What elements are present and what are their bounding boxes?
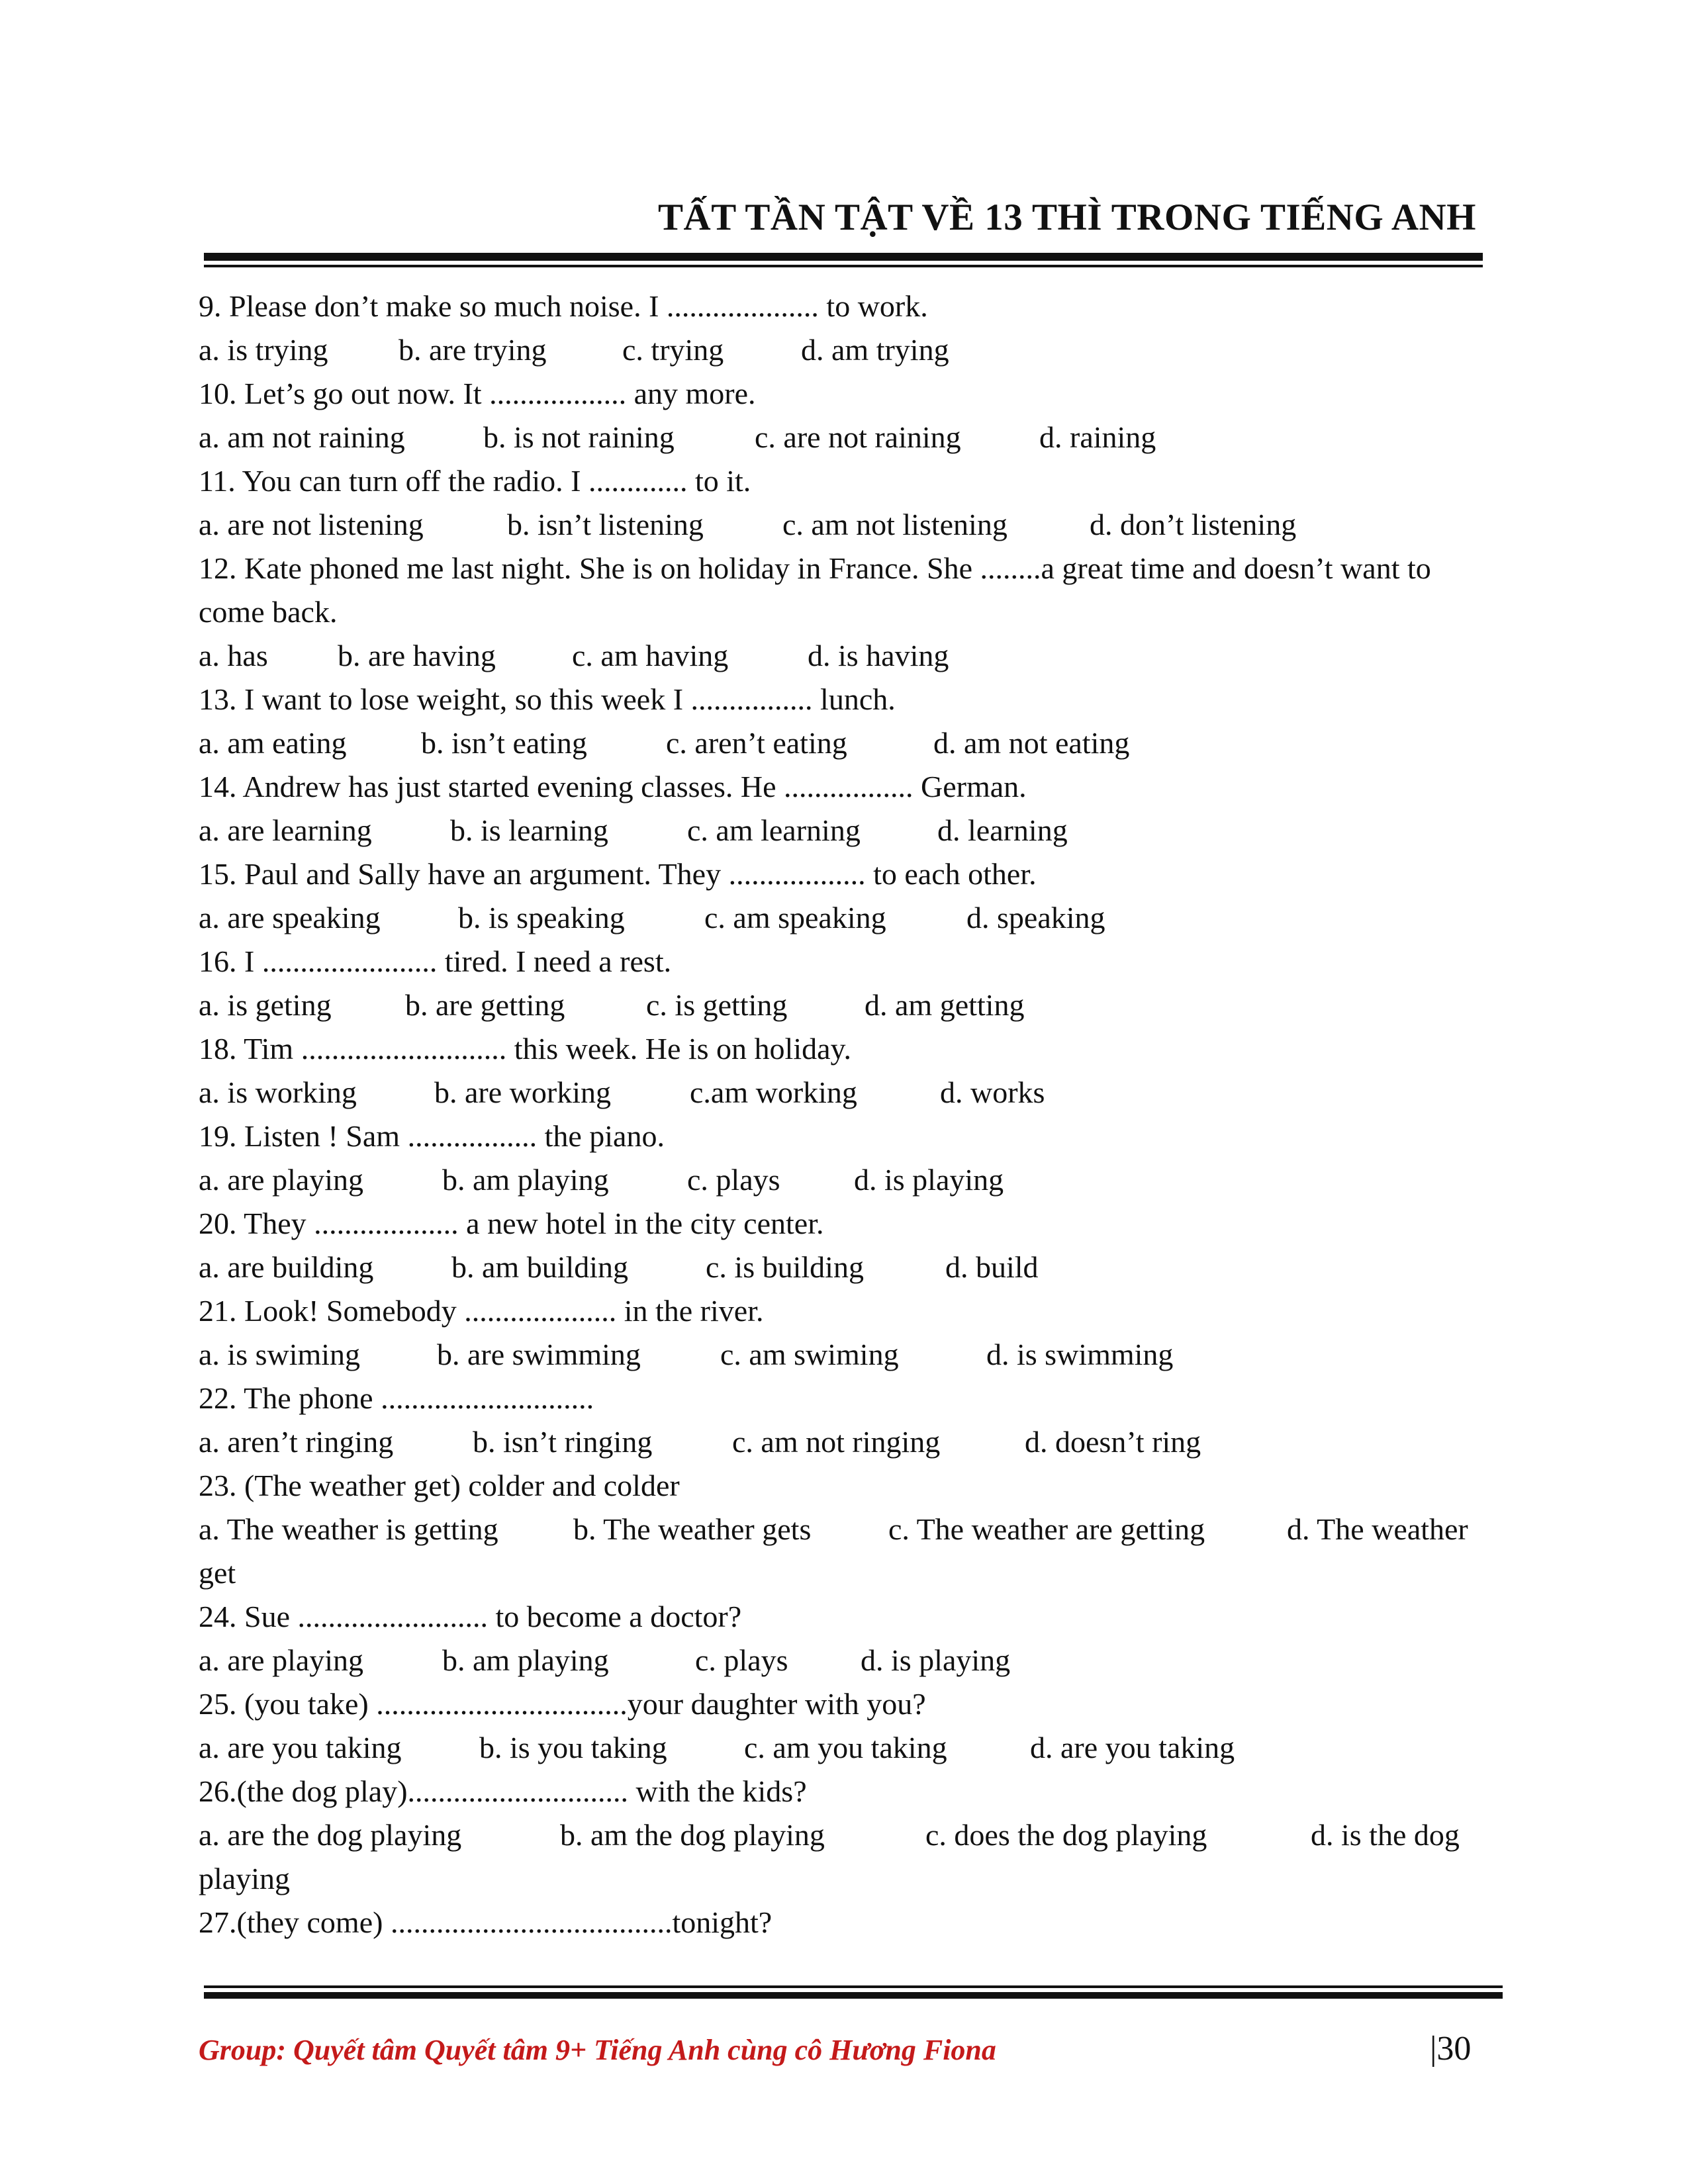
option-b: b. is not raining [483,420,675,454]
option-b: b. am the dog playing [560,1818,825,1852]
option-b: b. is you taking [479,1731,667,1764]
option-a: a. has [199,639,268,672]
footer-rule-thin [204,1985,1503,1988]
question-18: 18. Tim ........................... this week. He is on holiday. [199,1032,852,1066]
question-14: 14. Andrew has just started evening classes. He ................. German. [199,770,1027,803]
option-b: b. isn’t eating [421,726,587,760]
option-d: d. The weather [1287,1512,1468,1546]
option-d: d. don’t listening [1090,508,1297,541]
option-b: b. am playing [442,1643,609,1677]
option-continuation: playing [199,1862,290,1895]
options-16 [199,983,1483,1027]
option-a: a. am eating [199,726,347,760]
options-24 [199,1639,1483,1682]
option-a: a. The weather is getting [199,1512,498,1546]
options-23 [199,1508,1483,1551]
option-d: d. am trying [801,333,949,367]
option-a: a. are building [199,1250,374,1284]
option-d: d. speaking [966,901,1105,934]
option-d: d. doesn’t ring [1025,1425,1201,1459]
option-a: a. are the dog playing [199,1818,462,1852]
option-d: d. build [945,1250,1039,1284]
option-c: c. plays [695,1643,788,1677]
question-27: 27.(they come) .....................................tonight? [199,1905,773,1939]
option-b: b. are having [338,639,496,672]
options-19 [199,1158,1483,1202]
question-13: 13. I want to lose weight, so this week I ................ lunch. [199,682,896,716]
question-16: 16. I ....................... tired. I need a rest. [199,944,672,978]
option-c: c. am not listening [782,508,1008,541]
option-a: a. is working [199,1075,357,1109]
options-14 [199,809,1483,852]
option-c: c. aren’t eating [666,726,847,760]
option-c: c. trying [622,333,724,367]
option-c: c. am not ringing [732,1425,941,1459]
option-d: d. am getting [865,988,1025,1022]
question-19: 19. Listen ! Sam ................. the piano. [199,1119,665,1153]
option-c: c. is building [706,1250,864,1284]
option-a: a. are not listening [199,508,424,541]
option-c: c. am speaking [704,901,886,934]
question-15: 15. Paul and Sally have an argument. They .................. to each other. [199,857,1037,891]
options-11 [199,503,1483,547]
option-d: d. raining [1039,420,1156,454]
option-a: a. is geting [199,988,332,1022]
option-c: c. am learning [687,813,861,847]
footer-rule-thick [204,1992,1503,1999]
options-21 [199,1333,1483,1377]
option-b: b. The weather gets [573,1512,812,1546]
options-25 [199,1726,1483,1770]
option-c: c. am having [572,639,729,672]
page-title: TẤT TẦN TẬT VỀ 13 THÌ TRONG TIẾNG ANH [658,197,1476,238]
options-15 [199,896,1483,940]
options-10 [199,416,1483,459]
option-a: a. aren’t ringing [199,1425,394,1459]
options-22 [199,1420,1483,1464]
option-a: a. are you taking [199,1731,402,1764]
question-11: 11. You can turn off the radio. I ............. to it. [199,464,751,498]
option-d: d. learning [937,813,1068,847]
options-20 [199,1246,1483,1289]
option-d: d. is having [808,639,949,672]
option-d: d. am not eating [933,726,1130,760]
option-d: d. are you taking [1030,1731,1235,1764]
options-18 [199,1071,1483,1115]
option-d: d. is swimming [986,1338,1174,1371]
question-26: 26.(the dog play)............................. with the kids? [199,1774,807,1808]
header-rule-thick [204,253,1483,261]
option-a: a. are learning [199,813,372,847]
options-26 [199,1813,1483,1857]
option-a: a. are playing [199,1163,364,1197]
footer-group-text: Group: Quyết tâm Quyết tâm 9+ Tiếng Anh cùng cô Hương Fiona [199,2034,996,2066]
page-number: |30 [1430,2030,1472,2068]
option-b: b. am building [451,1250,629,1284]
option-c: c.am working [690,1075,857,1109]
option-a: a. is swiming [199,1338,361,1371]
exercise-list [199,285,1483,1944]
option-b: b. isn’t listening [507,508,704,541]
option-a: a. are speaking [199,901,381,934]
question-25: 25. (you take) .................................your daughter with you? [199,1687,926,1721]
option-c: c. The weather are getting [888,1512,1205,1546]
option-b: b. are working [434,1075,611,1109]
options-13 [199,721,1483,765]
option-b: b. isn’t ringing [473,1425,653,1459]
option-d: d. is playing [861,1643,1011,1677]
options-9 [199,328,1483,372]
option-d: d. is playing [854,1163,1004,1197]
options-12 [199,634,1483,678]
option-b: b. are swimming [437,1338,641,1371]
option-d: d. is the dog [1311,1818,1460,1852]
option-c: c. are not raining [755,420,961,454]
question-12: 12. Kate phoned me last night. She is on holiday in France. She ........a great time and doesn’t want to come back. [199,551,1431,629]
option-d: d. works [940,1075,1045,1109]
question-21: 21. Look! Somebody .................... in the river. [199,1294,764,1328]
question-23: 23. (The weather get) colder and colder [199,1469,680,1502]
question-10: 10. Let’s go out now. It .................. any more. [199,377,756,410]
option-c: c. is getting [646,988,788,1022]
option-continuation: get [199,1556,236,1590]
option-b: b. are getting [405,988,565,1022]
option-c: c. plays [687,1163,780,1197]
option-c: c. am you taking [744,1731,947,1764]
option-b: b. are trying [399,333,547,367]
option-a: a. is trying [199,333,328,367]
question-20: 20. They ................... a new hotel in the city center. [199,1206,824,1240]
question-9: 9. Please don’t make so much noise. I .................... to work. [199,289,928,323]
option-b: b. am playing [442,1163,609,1197]
header-rule-thin [204,265,1483,267]
option-a: a. am not raining [199,420,405,454]
option-c: c. am swiming [720,1338,899,1371]
option-c: c. does the dog playing [925,1818,1207,1852]
option-b: b. is learning [450,813,608,847]
option-a: a. are playing [199,1643,364,1677]
question-24: 24. Sue ......................... to become a doctor? [199,1600,742,1633]
question-22: 22. The phone ............................ [199,1381,594,1415]
option-b: b. is speaking [458,901,625,934]
